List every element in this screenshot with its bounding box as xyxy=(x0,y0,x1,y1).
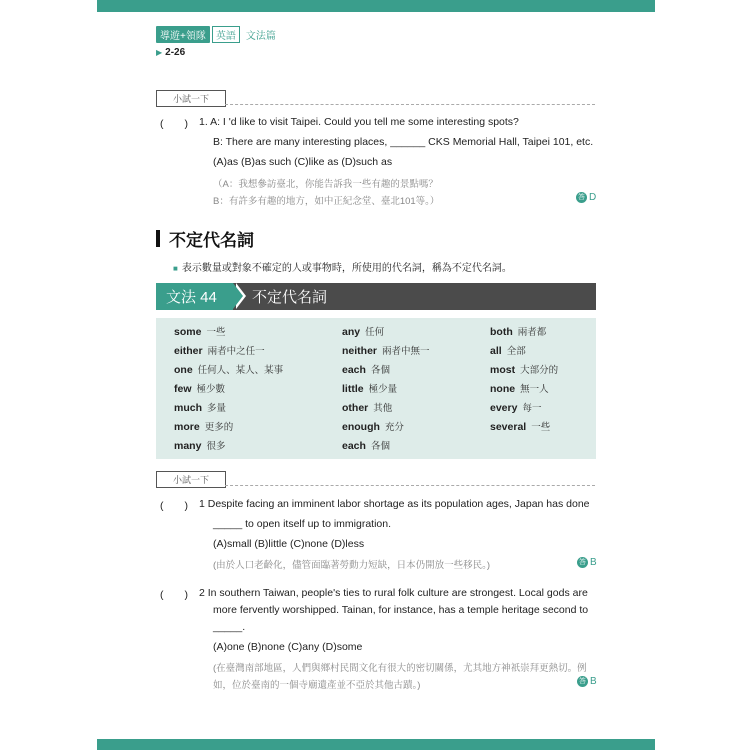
pronoun-item: much 多量 xyxy=(174,402,227,414)
q3-translation-1: (在臺灣南部地區，人們與鄉村民間文化有很大的密切關係，尤其地方神祇崇拜更熱切。例 xyxy=(213,663,587,674)
pronoun-item: any 任何 xyxy=(342,326,385,338)
q1-options: (A)as (B)as such (C)like as (D)such as xyxy=(213,156,393,168)
try-it-label: 小試一下 xyxy=(156,90,226,107)
pronoun-item: few 極少數 xyxy=(174,383,226,395)
pronoun-item: either 兩者中之任一 xyxy=(174,345,265,357)
q2-answer xyxy=(577,557,597,568)
q2-answer-blank: ( ) xyxy=(160,500,188,512)
bullet-icon: ■ xyxy=(173,264,178,273)
pronoun-item: many 很多 xyxy=(174,440,226,452)
header-tag-chapter: 文法篇 xyxy=(245,30,276,42)
q1-translation-2: B：有許多有趣的地方，如中正紀念堂、臺北101等。） xyxy=(213,196,440,207)
pronoun-item: both 兩者都 xyxy=(490,326,547,338)
q1-answer-blank: ( ) xyxy=(160,118,188,130)
q3-line1: 2 In southern Taiwan, people's ties to rural folk culture are strongest. Local gods are xyxy=(199,587,588,599)
q2-options: (A)small (B)little (C)none (D)less xyxy=(213,538,365,550)
grammar-title: 不定代名詞 xyxy=(252,289,328,306)
pronoun-item: some 一些 xyxy=(174,326,226,338)
pronoun-item: each 各個 xyxy=(342,440,390,452)
pronoun-item: most 大部分的 xyxy=(490,364,559,376)
dashed-divider xyxy=(225,104,595,105)
grammar-banner xyxy=(156,283,596,310)
pronoun-item: one 任何人、某人、某事 xyxy=(174,364,284,376)
section-description: ■ 表示數量或對象不確定的人或事物時，所使用的代名詞，稱為不定代名詞。 xyxy=(173,263,512,274)
q1-line1: 1. A: I 'd like to visit Taipei. Could you tell me some interesting spots? xyxy=(199,116,519,128)
q1-answer-value: D xyxy=(589,192,597,203)
answer-icon: 答 xyxy=(578,194,585,201)
answer-icon: 答 xyxy=(579,559,586,566)
pronoun-item: other 其他 xyxy=(342,402,393,414)
bottom-color-bar xyxy=(97,739,655,750)
triangle-icon: ▶ xyxy=(156,48,163,57)
q1-translation-1: （A：我想參訪臺北，你能告訴我一些有趣的景點嗎？ xyxy=(213,179,438,190)
title-bar xyxy=(156,230,160,247)
q3-answer-value: B xyxy=(590,676,597,687)
q3-line2: more fervently worshipped. Tainan, for instance, has a temple heritage second to xyxy=(213,604,589,616)
pronoun-item: several 一些 xyxy=(490,421,551,433)
q2-answer-value: B xyxy=(590,557,597,568)
q3-answer xyxy=(577,676,597,687)
pronoun-item: all 全部 xyxy=(490,345,526,357)
pronoun-item: more 更多的 xyxy=(174,421,234,433)
q1-line2: B: There are many interesting places, ______ CKS Memorial Hall, Taipei 101, etc. xyxy=(213,136,594,148)
page-header xyxy=(156,27,276,41)
q2-translation: (由於人口老齡化，儘管面臨著勞動力短缺，日本仍開放一些移民。) xyxy=(213,560,491,571)
q3-translation-2: 如，位於臺南的一個寺廟遺產並不亞於其他古蹟。) xyxy=(213,680,421,691)
grammar-label: 文法 44 xyxy=(156,283,233,310)
chevron-icon xyxy=(233,283,243,309)
try-it-label: 小試一下 xyxy=(156,471,226,488)
pronoun-item: none 無一人 xyxy=(490,383,549,395)
pronoun-item: enough 充分 xyxy=(342,421,404,433)
dashed-divider xyxy=(225,485,595,486)
pronoun-item: neither 兩者中無一 xyxy=(342,345,430,357)
section-title: 不定代名詞 xyxy=(156,226,254,251)
q3-line3: _____. xyxy=(213,621,246,633)
header-tag-exam: 導遊+領隊 xyxy=(156,26,210,43)
q1-answer xyxy=(576,192,596,203)
answer-icon: 答 xyxy=(579,678,586,685)
pronoun-item: little 極少量 xyxy=(342,383,398,395)
q3-answer-blank: ( ) xyxy=(160,589,188,601)
page-number: ▶ 2-26 xyxy=(156,47,186,58)
q2-line2: _____ to open itself up to immigration. xyxy=(213,518,392,530)
header-tag-subject: 英語 xyxy=(212,26,240,43)
q2-line1: 1 Despite facing an imminent labor shortage as its population ages, Japan has done xyxy=(199,498,590,510)
pronoun-item: every 每一 xyxy=(490,402,542,414)
pronoun-item: each 各個 xyxy=(342,364,390,376)
top-color-bar xyxy=(97,0,655,12)
q3-options: (A)one (B)none (C)any (D)some xyxy=(213,641,363,653)
